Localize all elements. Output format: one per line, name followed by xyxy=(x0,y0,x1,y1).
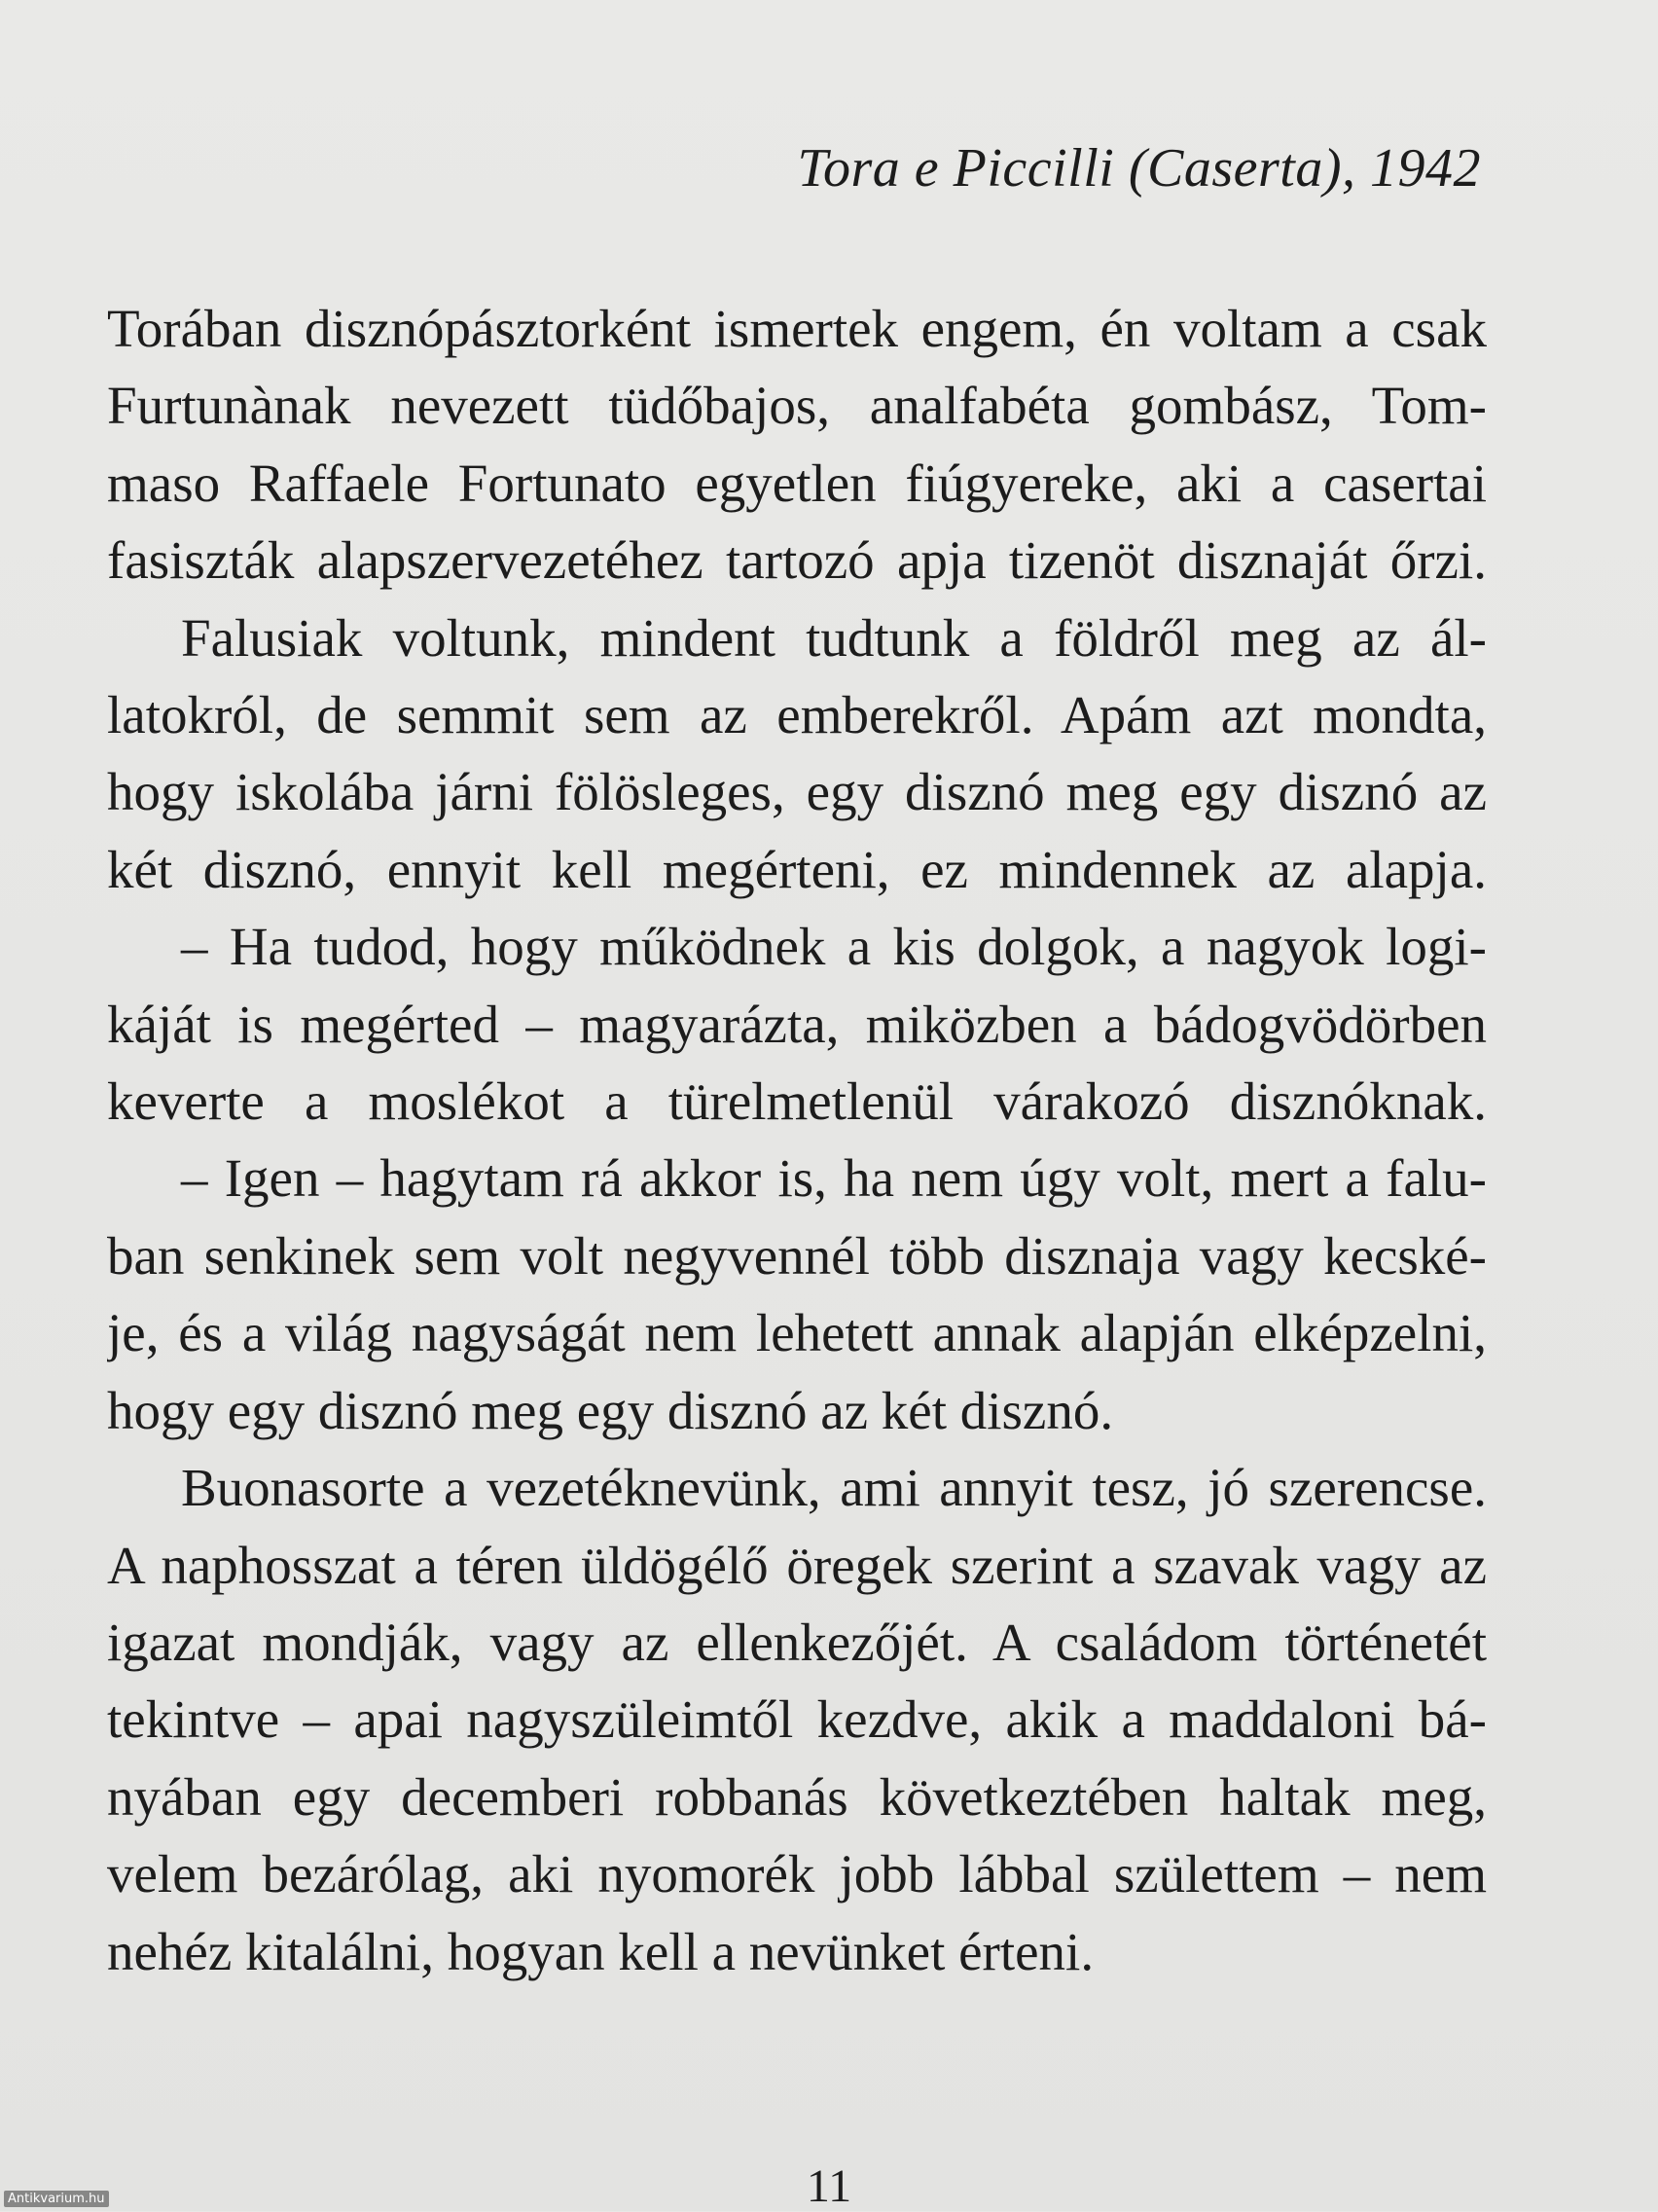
text-line: keverte a moslékot a türelmetlenül várakozó disznóknak. xyxy=(107,1071,1487,1132)
text-line: latokról, de semmit sem az emberekről. Apám azt mondta, xyxy=(107,685,1487,745)
text-line: Falusiak voltunk, mindent tudtunk a földről meg az ál- xyxy=(181,607,1487,668)
text-line: két disznó, ennyit kell megérteni, ez mindennek az alapja. xyxy=(107,839,1487,899)
text-line: fasiszták alapszervezetéhez tartozó apja tizenöt disznaját őrzi. xyxy=(107,530,1487,591)
paragraph-1 xyxy=(107,290,1487,599)
paragraph-4 xyxy=(107,1140,1487,1449)
text-line: maso Raffaele Fortunato egyetlen fiúgyereke, aki a casertai xyxy=(107,453,1487,513)
body-text xyxy=(107,290,1487,1990)
text-line: Furtunànak nevezett tüdőbajos, analfabéta gombász, Tom- xyxy=(107,376,1487,436)
text-line: káját is megérted – magyarázta, miközben a bádogvödörben xyxy=(107,994,1487,1054)
paragraph-3 xyxy=(107,908,1487,1140)
paragraph-2 xyxy=(107,599,1487,909)
text-line: igazat mondják, vagy az ellenkezőjét. A családom történetét xyxy=(107,1612,1487,1672)
text-line: – Ha tudod, hogy működnek a kis dolgok, a nagyok logi- xyxy=(181,917,1487,977)
text-line: hogy egy disznó meg egy disznó az két disznó. xyxy=(107,1380,1114,1440)
text-line: Torában disznópásztorként ismertek engem, én voltam a csak xyxy=(107,299,1487,358)
text-line: ban senkinek sem volt negyvennél több disznaja vagy kecské- xyxy=(107,1225,1487,1286)
text-line: velem bezárólag, aki nyomorék jobb lábbal születtem – nem xyxy=(107,1844,1487,1904)
paragraph-5 xyxy=(107,1449,1487,1990)
chapter-place-date: Tora e Piccilli (Caserta), 1942 xyxy=(797,138,1481,199)
text-line: je, és a világ nagyságát nem lehetett annak alapján elképzelni, xyxy=(107,1303,1487,1363)
text-line: – Igen – hagytam rá akkor is, ha nem úgy volt, mert a falu- xyxy=(181,1148,1487,1209)
text-line: nehéz kitalálni, hogyan kell a nevünket érteni. xyxy=(107,1921,1095,1981)
text-line: nyában egy decemberi robbanás következtében haltak meg, xyxy=(107,1766,1487,1827)
text-line: tekintve – apai nagyszüleimtől kezdve, akik a maddaloni bá- xyxy=(107,1689,1487,1750)
text-line: A naphosszat a téren üldögélő öregek szerint a szavak vagy az xyxy=(107,1535,1487,1595)
page-number: 11 xyxy=(806,2160,852,2212)
text-line: Buonasorte a vezetéknevünk, ami annyit tesz, jó szerencse. xyxy=(181,1458,1487,1518)
watermark: Antikvarium.hu xyxy=(4,2191,109,2207)
text-line: hogy iskolába járni fölösleges, egy disznó meg egy disznó az xyxy=(107,762,1487,822)
